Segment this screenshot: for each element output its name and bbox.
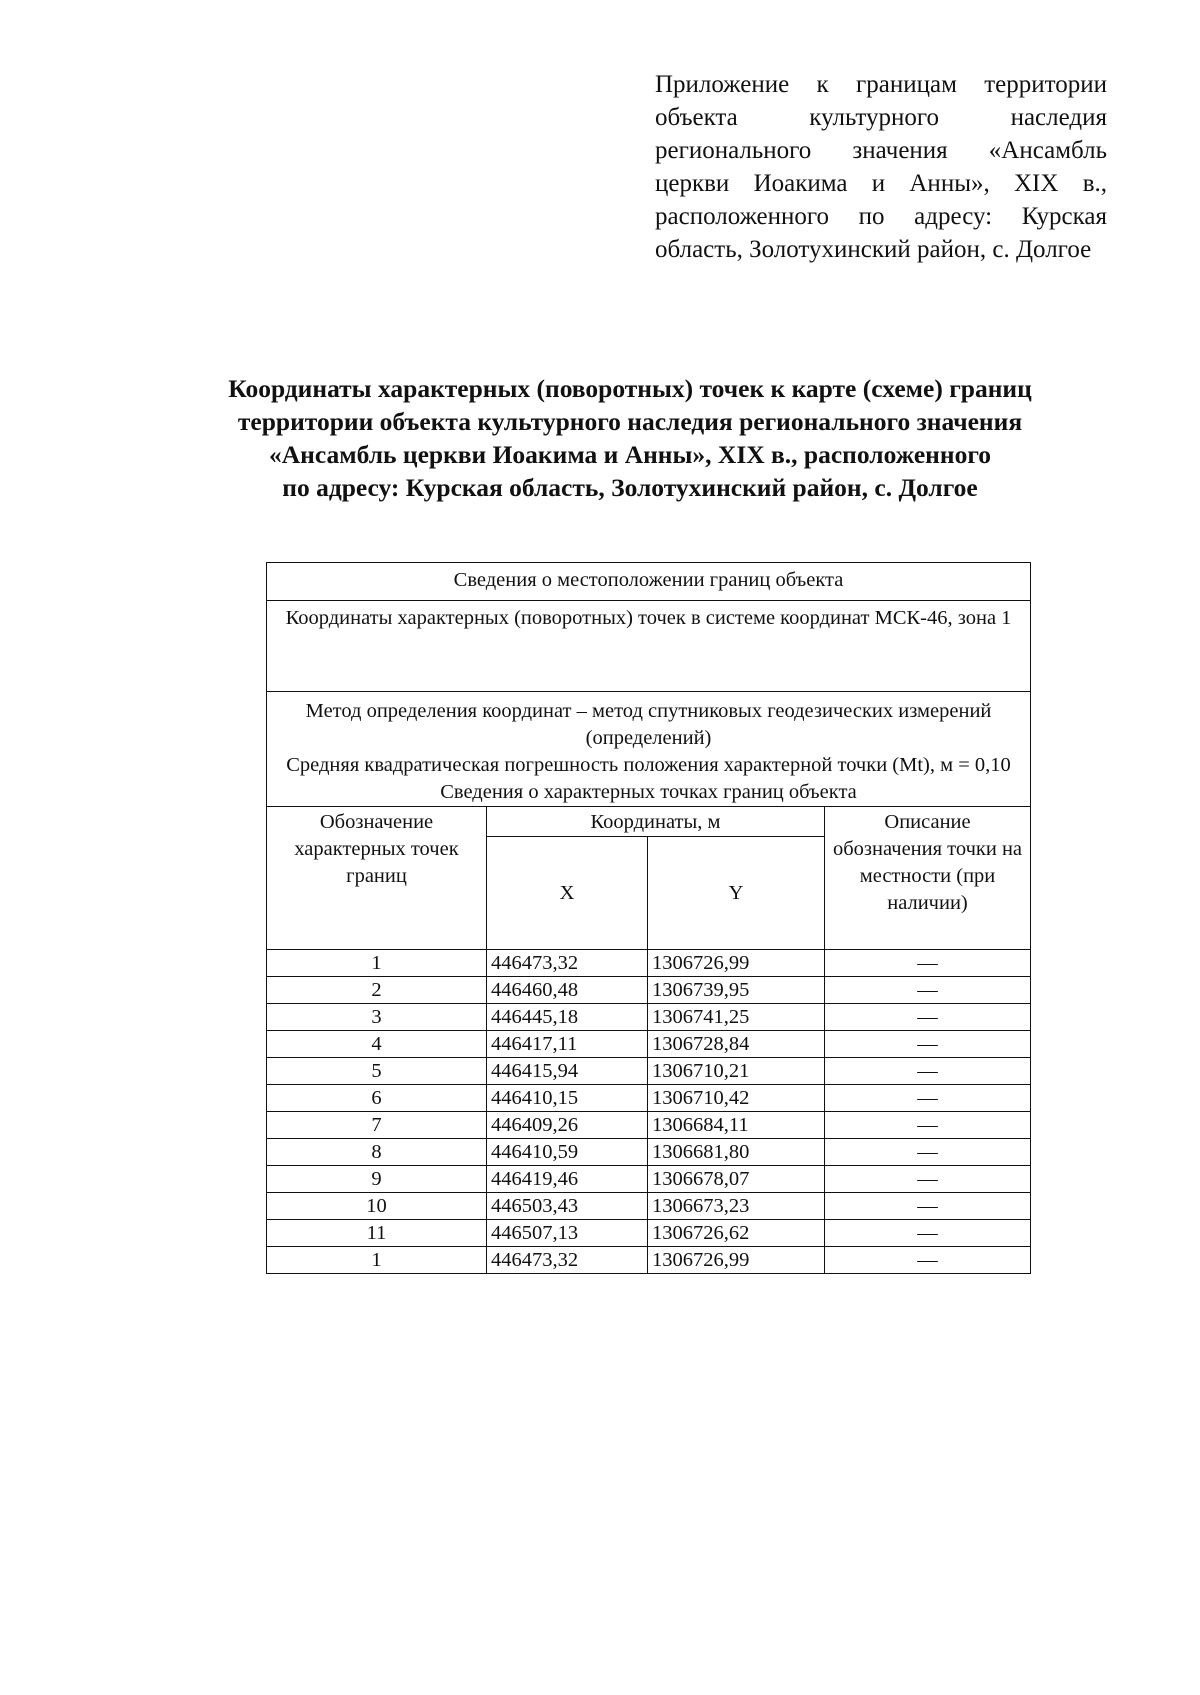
- point-cell: 11: [267, 1220, 487, 1247]
- section-title-cell: Сведения о местоположении границ объекта: [267, 563, 1031, 601]
- x-cell: 446460,48: [487, 977, 648, 1004]
- points-title-text: Сведения о характерных точках границ объекта: [440, 781, 857, 803]
- point-cell: 1: [267, 1247, 487, 1274]
- title-line: Координаты характерных (поворотных) точек к карте (схеме) границ: [228, 374, 1032, 403]
- document-title: [150, 372, 1110, 504]
- point-cell: 10: [267, 1193, 487, 1220]
- description-cell: —: [825, 1085, 1031, 1112]
- table-row: [267, 1004, 1031, 1031]
- appendix-note: Приложение к границам территории объекта культурного наследия регионального значения «Ансамбль церкви Иоакима и Анны», XIX в., расположенного по адресу: Курская область, Золотухинский район, с. Долгое: [655, 71, 1107, 263]
- x-header: X: [487, 837, 648, 950]
- method-text: Метод определения координат – метод спутниковых геодезических измерений (определений): [305, 700, 992, 749]
- coordinates-header: Координаты, м: [487, 807, 825, 837]
- description-cell: —: [825, 1166, 1031, 1193]
- y-cell: 1306678,07: [648, 1166, 825, 1193]
- x-cell: 446503,43: [487, 1193, 648, 1220]
- title-line: территории объекта культурного наследия регионального значения: [237, 407, 1023, 436]
- point-cell: 5: [267, 1058, 487, 1085]
- x-cell: 446419,46: [487, 1166, 648, 1193]
- y-cell: 1306681,80: [648, 1139, 825, 1166]
- accuracy-text: Средняя квадратическая погрешность положения характерной точки (Mt), м = 0,10: [286, 754, 1011, 776]
- y-cell: 1306728,84: [648, 1031, 825, 1058]
- y-cell: 1306710,42: [648, 1085, 825, 1112]
- y-cell: 1306726,62: [648, 1220, 825, 1247]
- y-cell: 1306726,99: [648, 1247, 825, 1274]
- x-cell: 446415,94: [487, 1058, 648, 1085]
- y-header: Y: [648, 837, 825, 950]
- x-cell: 446473,32: [487, 950, 648, 977]
- x-cell: 446507,13: [487, 1220, 648, 1247]
- point-cell: 9: [267, 1166, 487, 1193]
- description-header: Описание обозначения точки на местности (при наличии): [825, 807, 1031, 950]
- description-cell: —: [825, 1139, 1031, 1166]
- title-line: «Ансамбль церкви Иоакима и Анны», XIX в., расположенного: [268, 440, 992, 469]
- y-cell: 1306710,21: [648, 1058, 825, 1085]
- x-cell: 446445,18: [487, 1004, 648, 1031]
- point-cell: 7: [267, 1112, 487, 1139]
- table-row: [267, 1220, 1031, 1247]
- point-cell: 8: [267, 1139, 487, 1166]
- y-cell: 1306741,25: [648, 1004, 825, 1031]
- description-cell: —: [825, 1247, 1031, 1274]
- table-row: [267, 1058, 1031, 1085]
- method-cell: [267, 692, 1031, 807]
- x-cell: 446410,59: [487, 1139, 648, 1166]
- x-cell: 446417,11: [487, 1031, 648, 1058]
- x-cell: 446410,15: [487, 1085, 648, 1112]
- y-cell: 1306684,11: [648, 1112, 825, 1139]
- description-cell: —: [825, 950, 1031, 977]
- description-cell: —: [825, 1112, 1031, 1139]
- description-cell: —: [825, 1031, 1031, 1058]
- table-row: [267, 950, 1031, 977]
- table-row: [267, 1247, 1031, 1274]
- title-line: по адресу: Курская область, Золотухинский район, с. Долгое: [282, 473, 978, 502]
- table-row: [267, 1112, 1031, 1139]
- table-row: [267, 1031, 1031, 1058]
- description-cell: —: [825, 1058, 1031, 1085]
- table-row: [267, 977, 1031, 1004]
- coordinates-rows: [267, 950, 1031, 1274]
- description-cell: —: [825, 1193, 1031, 1220]
- coord-system-cell: Координаты характерных (поворотных) точек в системе координат МСК-46, зона 1: [267, 601, 1031, 692]
- designation-header: Обозначение характерных точек границ: [267, 807, 487, 950]
- coordinates-table: [266, 562, 1031, 1274]
- x-cell: 446473,32: [487, 1247, 648, 1274]
- description-cell: —: [825, 1220, 1031, 1247]
- table-row: [267, 1139, 1031, 1166]
- table-row: [267, 1166, 1031, 1193]
- point-cell: 1: [267, 950, 487, 977]
- table-row: [267, 1193, 1031, 1220]
- point-cell: 3: [267, 1004, 487, 1031]
- point-cell: 6: [267, 1085, 487, 1112]
- table-row: [267, 1085, 1031, 1112]
- y-cell: 1306726,99: [648, 950, 825, 977]
- description-cell: —: [825, 1004, 1031, 1031]
- y-cell: 1306673,23: [648, 1193, 825, 1220]
- y-cell: 1306739,95: [648, 977, 825, 1004]
- description-cell: —: [825, 977, 1031, 1004]
- x-cell: 446409,26: [487, 1112, 648, 1139]
- point-cell: 4: [267, 1031, 487, 1058]
- point-cell: 2: [267, 977, 487, 1004]
